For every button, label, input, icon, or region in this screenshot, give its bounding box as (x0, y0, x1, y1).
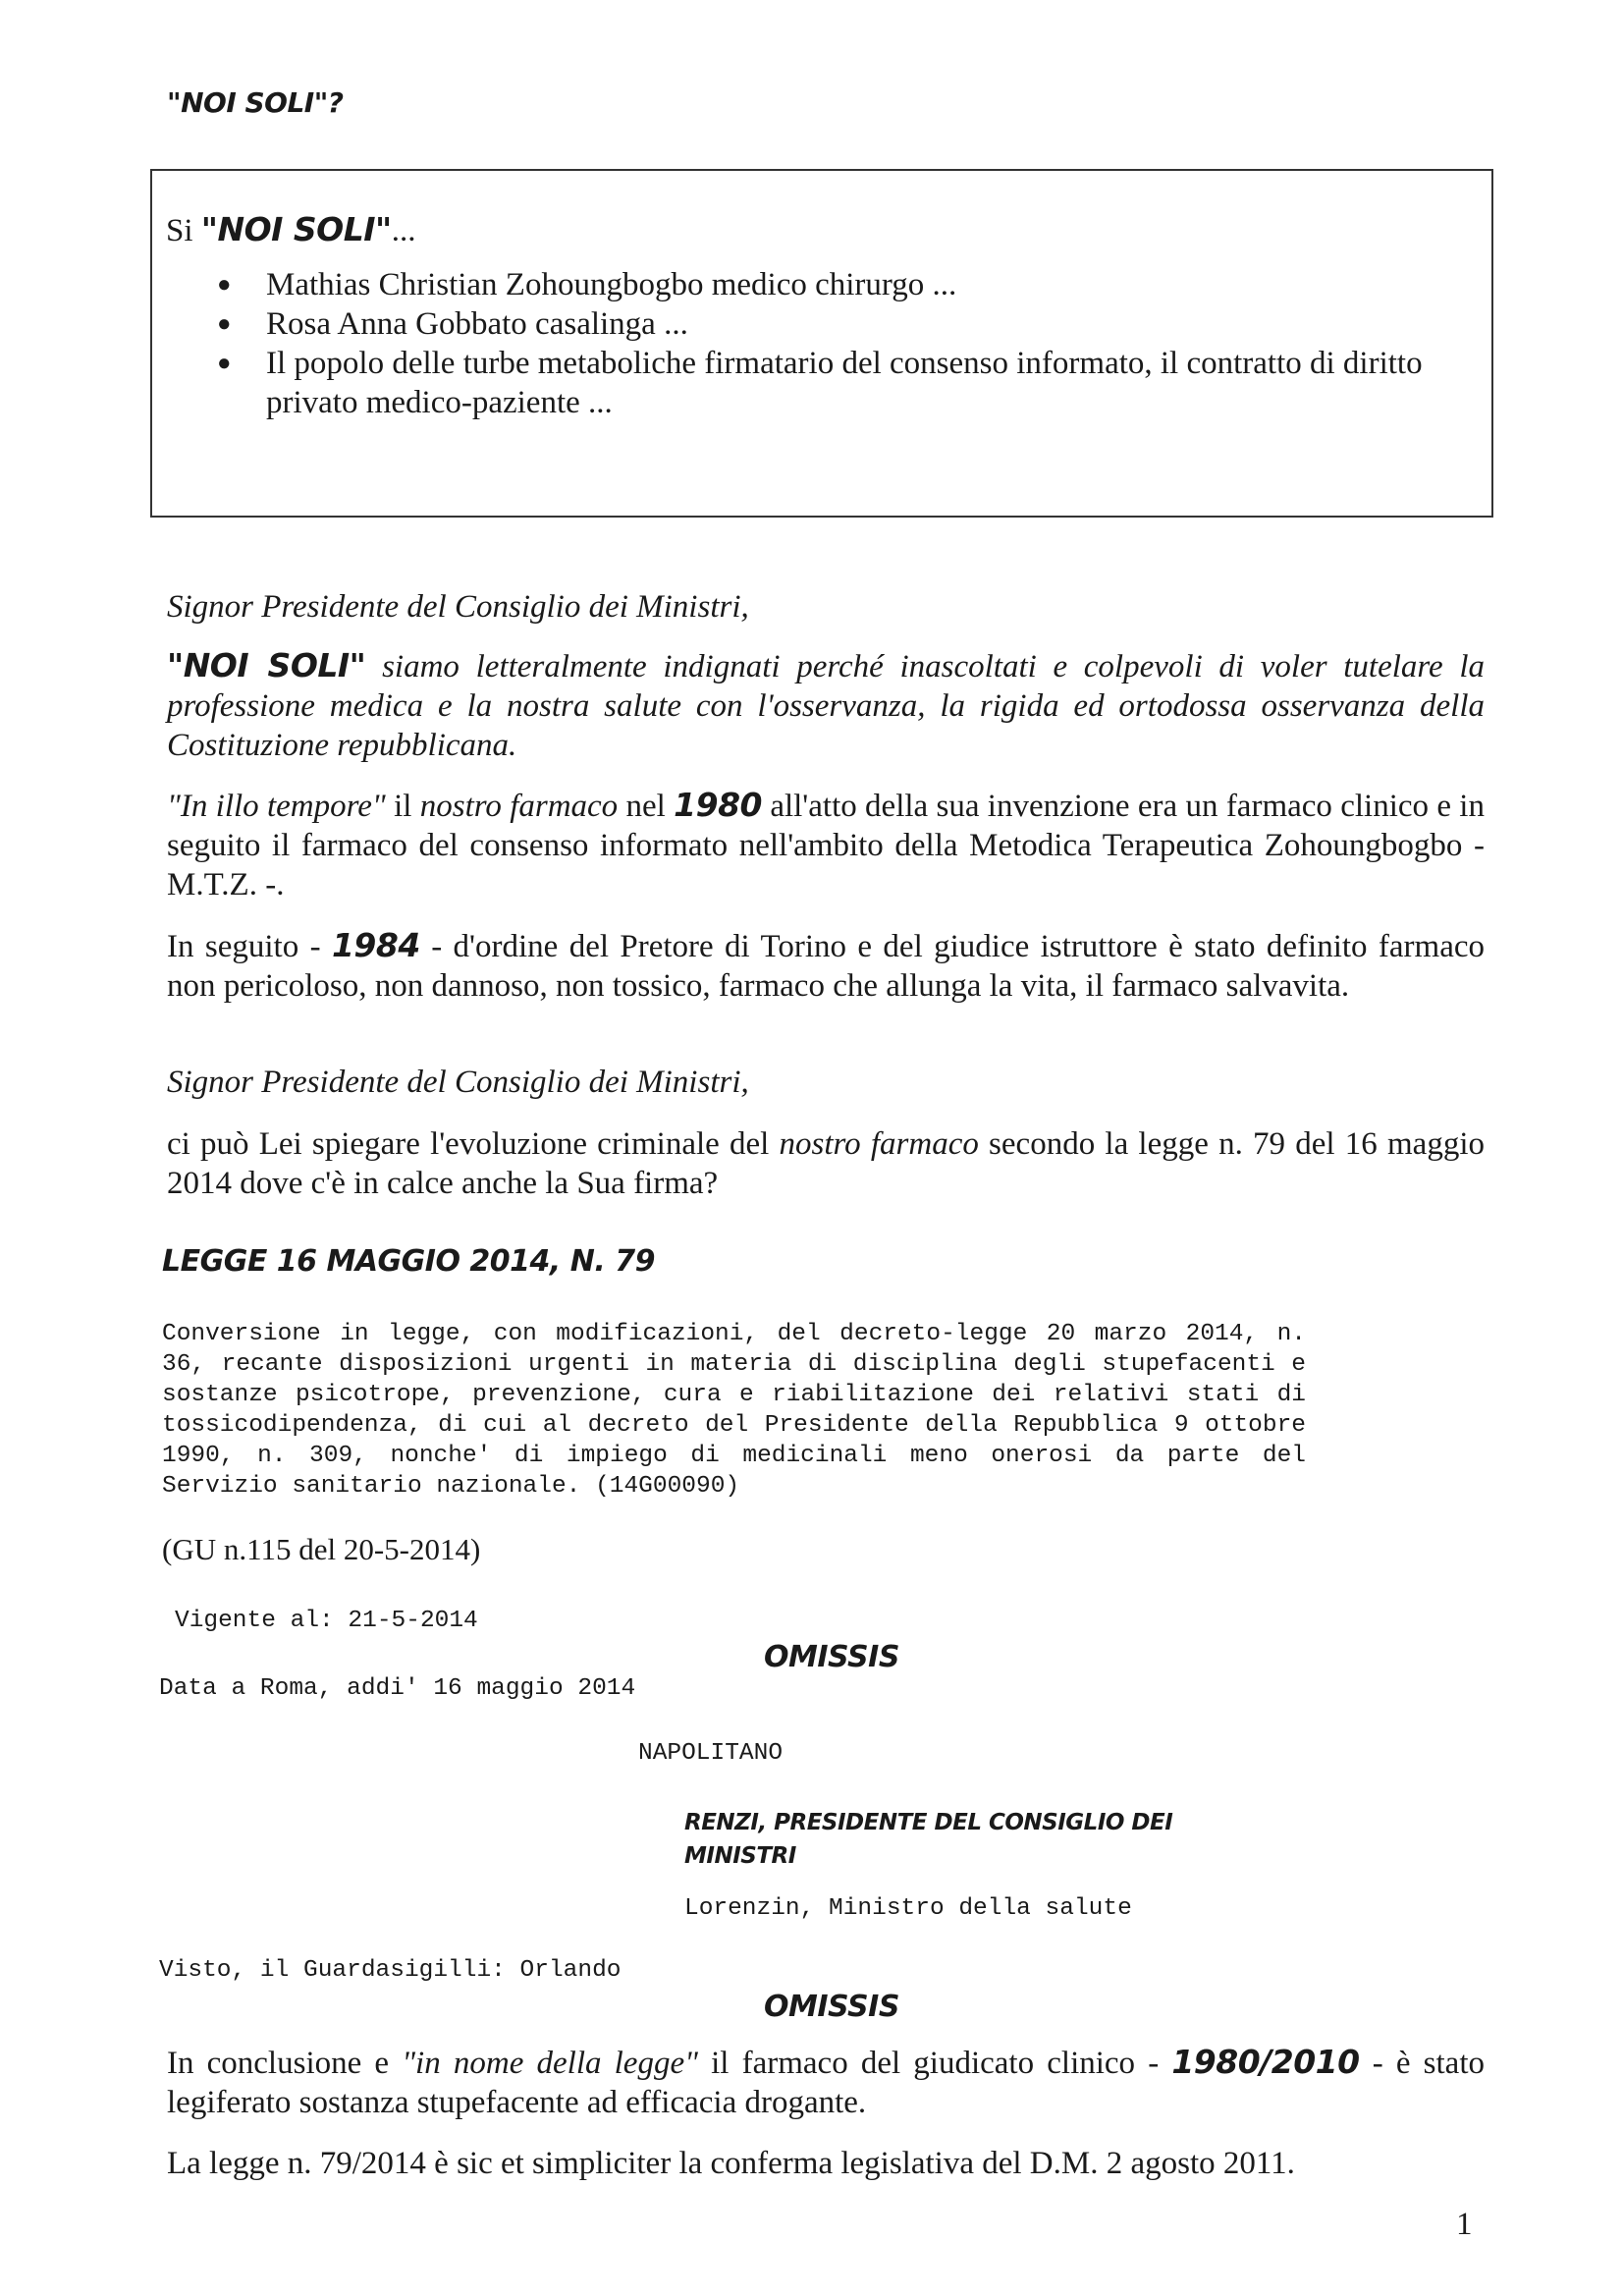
salutation-2: Signor Presidente del Consiglio dei Ministri, (167, 1065, 749, 1100)
illo-farmaco: nostro farmaco (419, 789, 619, 824)
illo-text-3: all'atto della sua invenzione era un farmaco clinico e in seguito il farmaco del consenso informato nell'ambito della Metodica Terapeutica Zohoungbogbo - M.T.Z. -. (167, 789, 1485, 902)
box-intro (166, 210, 415, 249)
omissis-label-2: OMISSIS (764, 1990, 899, 2024)
law-gazette-ref: (GU n.115 del 20-5-2014) (162, 1532, 481, 1566)
box-intro-bold: "NOI SOLI" (200, 210, 392, 248)
signature-renzi: RENZI, PRESIDENTE DEL CONSIGLIO DEI MINISTRI (684, 1810, 1173, 1869)
paragraph-1984 (167, 926, 1485, 1006)
p1984-text-2: - d'ordine del Pretore di Torino e del giudice istruttore è stato definito farmaco non pericoloso, non dannoso, non tossico, farmaco che allunga la vita, il farmaco salvavita. (167, 929, 1485, 1004)
signature-napolitano: NAPOLITANO (638, 1740, 784, 1767)
p1984-year: 1984 (331, 926, 420, 964)
illo-text-2: nel (618, 789, 675, 824)
list-item-text: Il popolo delle turbe metaboliche firmatario del consenso informato, il contratto di diritto privato medico-paziente ... (266, 346, 1423, 420)
noi-soli-bold: "NOI SOLI" (167, 646, 366, 684)
box-intro-prefix: Si (166, 213, 201, 248)
list-item-text: Rosa Anna Gobbato casalinga ... (266, 306, 688, 342)
list-item (152, 344, 1495, 422)
question-text-1: ci può Lei spiegare l'evoluzione criminale del (167, 1126, 780, 1162)
illo-quote: "In illo tempore" (167, 789, 386, 824)
list-item-text: Mathias Christian Zohoungbogbo medico chirurgo ... (266, 267, 957, 302)
paragraph-question (167, 1124, 1485, 1203)
question-farmaco: nostro farmaco (779, 1126, 979, 1162)
salutation: Signor Presidente del Consiglio dei Ministri, (167, 589, 749, 625)
conclusion-text-1: In conclusione e (167, 2046, 403, 2081)
box-list (152, 265, 1495, 422)
signature-lorenzin: Lorenzin, Ministro della salute (684, 1895, 1132, 1922)
list-item (152, 304, 1495, 344)
box-intro-suffix: ... (391, 213, 416, 248)
conclusion-quote: "in nome della legge" (402, 2046, 698, 2081)
illo-text-1: il (385, 789, 420, 824)
law-title: LEGGE 16 MAGGIO 2014, N. 79 (162, 1244, 655, 1279)
paragraph-illo-tempore (167, 786, 1485, 904)
paragraph-conclusion (167, 2043, 1485, 2122)
intro-box (150, 169, 1493, 518)
question-text-2: secondo la legge n. 79 del 16 maggio 2014 dove c'è in calce anche la Sua firma? (167, 1126, 1485, 1201)
conclusion-text-2: il farmaco del giudicato clinico - (697, 2046, 1172, 2081)
paragraph-indignati (167, 646, 1485, 765)
data-roma: Data a Roma, addi' 16 maggio 2014 (159, 1675, 636, 1702)
bullet-icon: ● (217, 272, 232, 298)
bullet-icon: ● (217, 351, 232, 376)
page-number: 1 (1456, 2207, 1473, 2242)
conclusion-years: 1980/2010 (1171, 2043, 1360, 2081)
conclusion-text-3: - è stato legiferato sostanza stupefacente ad efficacia drogante. (167, 2046, 1486, 2120)
list-item (152, 265, 1495, 304)
visto-guardasigilli: Visto, il Guardasigilli: Orlando (159, 1957, 622, 1984)
law-description: Conversione in legge, con modificazioni, del decreto-legge 20 marzo 2014, n. 36, recante disposizioni urgenti in materia di disciplina degli stupefacenti e sostanze psicotrope, prevenzione, cura e riabilitazione dei relativi stati di tossicodipendenza, di cui al decreto del Presidente della Repubblica 9 ottobre 1990, n. 309, nonche' di impiego di medicinali meno onerosi da parte del Servizio sanitario nazionale. (14G00090) (162, 1321, 1321, 1500)
p1984-text-1: In seguito - (167, 929, 332, 964)
illo-year: 1980 (674, 786, 762, 824)
vigente-date: Vigente al: 21-5-2014 (175, 1608, 478, 1634)
indignati-text: siamo letteralmente indignati perché inascoltati e colpevoli di voler tutelare la professione medica e la nostra salute con l'osservanza, la rigida ed ortodossa osservanza della Costituzione repubblicana. (167, 649, 1486, 763)
page-heading: "NOI SOLI"? (167, 86, 344, 119)
bullet-icon: ● (217, 311, 232, 337)
omissis-label: OMISSIS (764, 1640, 899, 1674)
paragraph-final: La legge n. 79/2014 è sic et simpliciter la conferma legislativa del D.M. 2 agosto 2011. (167, 2146, 1295, 2181)
